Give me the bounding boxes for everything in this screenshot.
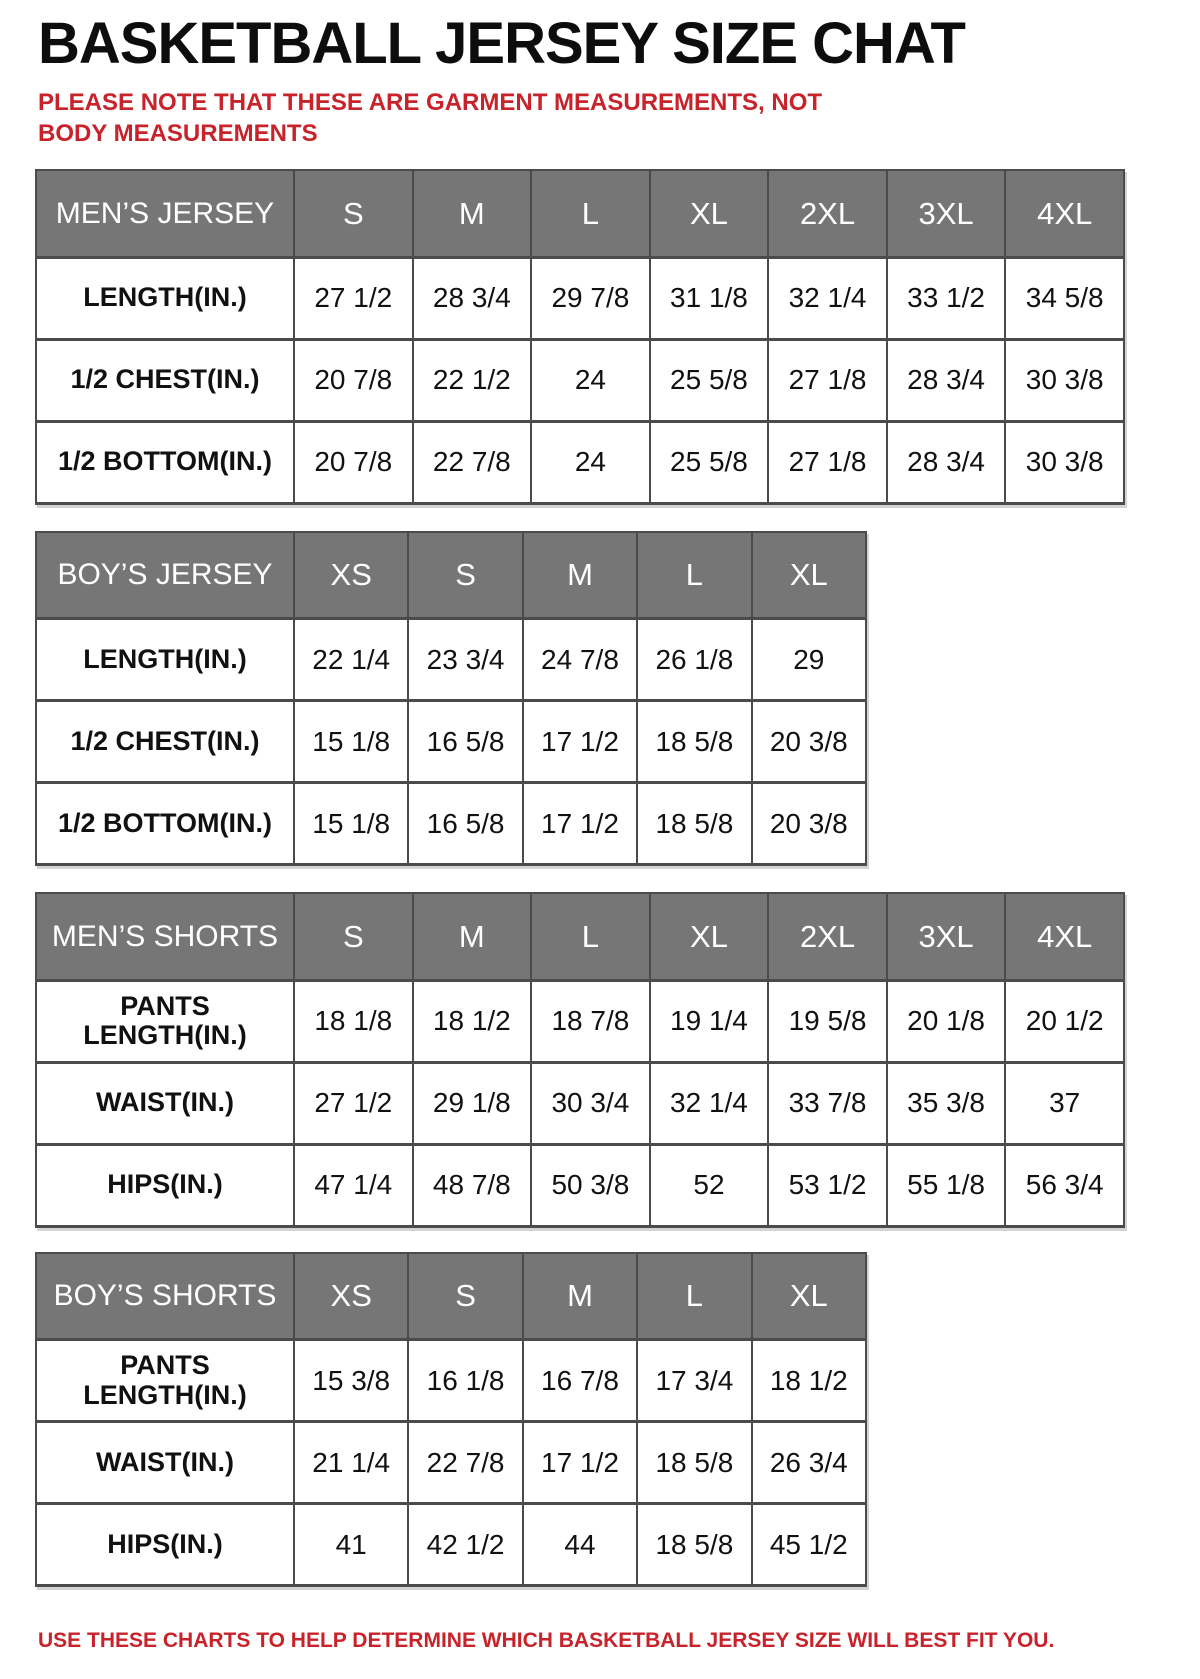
value-cell: 22 7/8 [413,421,532,503]
size-table-boys-jersey [35,531,867,867]
value-cell: 29 [752,619,866,701]
value-cell: 25 5/8 [650,339,769,421]
row-label-cell: PANTS LENGTH(IN.) [36,1340,294,1422]
value-cell: 18 5/8 [637,783,751,865]
row-label-cell: WAIST(IN.) [36,1422,294,1504]
value-cell: 28 3/4 [887,339,1006,421]
value-cell: 33 7/8 [768,1062,887,1144]
size-column-header: S [408,532,522,619]
value-cell: 17 1/2 [523,701,637,783]
value-cell: 19 5/8 [768,980,887,1062]
row-label-cell: HIPS(IN.) [36,1144,294,1226]
value-cell: 18 5/8 [637,1422,751,1504]
value-cell: 44 [523,1504,637,1586]
table-row [36,1062,1124,1144]
value-cell: 55 1/8 [887,1144,1006,1226]
size-column-header: 3XL [887,893,1006,980]
value-cell: 20 3/8 [752,701,866,783]
value-cell: 30 3/8 [1005,339,1124,421]
value-cell: 16 7/8 [523,1340,637,1422]
value-cell: 33 1/2 [887,257,1006,339]
value-cell: 18 1/8 [294,980,413,1062]
value-cell: 34 5/8 [1005,257,1124,339]
value-cell: 21 1/4 [294,1422,408,1504]
size-column-header: 2XL [768,170,887,257]
table-row [36,1340,866,1422]
table-title-cell: BOY’S SHORTS [36,1253,294,1340]
table-row [36,1144,1124,1226]
value-cell: 15 1/8 [294,701,408,783]
value-cell: 18 7/8 [531,980,650,1062]
value-cell: 27 1/8 [768,339,887,421]
value-cell: 45 1/2 [752,1504,866,1586]
value-cell: 20 3/8 [752,783,866,865]
value-cell: 19 1/4 [650,980,769,1062]
row-label-cell: WAIST(IN.) [36,1062,294,1144]
value-cell: 24 [531,421,650,503]
value-cell: 31 1/8 [650,257,769,339]
table-row [36,1422,866,1504]
value-cell: 56 3/4 [1005,1144,1124,1226]
table-row [36,1504,866,1586]
value-cell: 18 5/8 [637,1504,751,1586]
value-cell: 24 [531,339,650,421]
size-column-header: M [413,170,532,257]
value-cell: 27 1/2 [294,1062,413,1144]
value-cell: 22 7/8 [408,1422,522,1504]
value-cell: 35 3/8 [887,1062,1006,1144]
size-column-header: 3XL [887,170,1006,257]
row-label-cell: LENGTH(IN.) [36,257,294,339]
size-column-header: XL [650,893,769,980]
value-cell: 17 3/4 [637,1340,751,1422]
value-cell: 17 1/2 [523,1422,637,1504]
value-cell: 30 3/8 [1005,421,1124,503]
value-cell: 27 1/8 [768,421,887,503]
row-label-cell: 1/2 CHEST(IN.) [36,339,294,421]
size-column-header: XS [294,1253,408,1340]
size-column-header: 4XL [1005,170,1124,257]
value-cell: 24 7/8 [523,619,637,701]
size-column-header: M [523,1253,637,1340]
value-cell: 37 [1005,1062,1124,1144]
table-row [36,421,1124,503]
row-label-cell: LENGTH(IN.) [36,619,294,701]
value-cell: 16 1/8 [408,1340,522,1422]
value-cell: 50 3/8 [531,1144,650,1226]
value-cell: 18 5/8 [637,701,751,783]
table-row [36,619,866,701]
table-header-row [36,1253,866,1340]
value-cell: 15 1/8 [294,783,408,865]
table-title-cell: MEN’S JERSEY [36,170,294,257]
size-column-header: 4XL [1005,893,1124,980]
table-header-row [36,170,1124,257]
footer-text: USE THESE CHARTS TO HELP DETERMINE WHICH BASKETBALL JERSEY SIZE WILL BEST FIT YOU. [38,1629,1055,1653]
size-table-mens-jersey [35,169,1125,505]
value-cell: 32 1/4 [650,1062,769,1144]
value-cell: 42 1/2 [408,1504,522,1586]
size-column-header: S [294,170,413,257]
value-cell: 20 1/8 [887,980,1006,1062]
page-title: BASKETBALL JERSEY SIZE CHAT [38,11,965,76]
value-cell: 22 1/2 [413,339,532,421]
size-column-header: XS [294,532,408,619]
table-header-row [36,532,866,619]
value-cell: 26 3/4 [752,1422,866,1504]
value-cell: 28 3/4 [887,421,1006,503]
value-cell: 29 7/8 [531,257,650,339]
value-cell: 28 3/4 [413,257,532,339]
size-table-mens-shorts [35,892,1125,1228]
row-label-cell: 1/2 CHEST(IN.) [36,701,294,783]
value-cell: 22 1/4 [294,619,408,701]
value-cell: 20 7/8 [294,421,413,503]
value-cell: 26 1/8 [637,619,751,701]
row-label-cell: 1/2 BOTTOM(IN.) [36,421,294,503]
size-column-header: L [531,893,650,980]
row-label-cell: PANTS LENGTH(IN.) [36,980,294,1062]
size-column-header: L [637,1253,751,1340]
value-cell: 47 1/4 [294,1144,413,1226]
table-row [36,257,1124,339]
value-cell: 41 [294,1504,408,1586]
size-column-header: S [408,1253,522,1340]
value-cell: 17 1/2 [523,783,637,865]
table-title-cell: MEN’S SHORTS [36,893,294,980]
size-column-header: XL [752,532,866,619]
size-column-header: XL [650,170,769,257]
value-cell: 18 1/2 [413,980,532,1062]
value-cell: 53 1/2 [768,1144,887,1226]
value-cell: 30 3/4 [531,1062,650,1144]
value-cell: 29 1/8 [413,1062,532,1144]
value-cell: 25 5/8 [650,421,769,503]
value-cell: 18 1/2 [752,1340,866,1422]
table-row [36,339,1124,421]
value-cell: 16 5/8 [408,783,522,865]
size-table-boys-shorts [35,1252,867,1588]
size-column-header: M [523,532,637,619]
table-row [36,701,866,783]
size-column-header: 2XL [768,893,887,980]
value-cell: 48 7/8 [413,1144,532,1226]
size-column-header: L [637,532,751,619]
size-column-header: S [294,893,413,980]
table-row [36,783,866,865]
value-cell: 27 1/2 [294,257,413,339]
size-column-header: XL [752,1253,866,1340]
value-cell: 20 1/2 [1005,980,1124,1062]
value-cell: 32 1/4 [768,257,887,339]
table-title-cell: BOY’S JERSEY [36,532,294,619]
row-label-cell: 1/2 BOTTOM(IN.) [36,783,294,865]
size-column-header: L [531,170,650,257]
value-cell: 16 5/8 [408,701,522,783]
value-cell: 23 3/4 [408,619,522,701]
size-column-header: M [413,893,532,980]
tables-container [35,169,1200,1587]
table-row [36,980,1124,1062]
value-cell: 20 7/8 [294,339,413,421]
row-label-cell: HIPS(IN.) [36,1504,294,1586]
garment-measurement-note: PLEASE NOTE THAT THESE ARE GARMENT MEASUREMENTS, NOT BODY MEASUREMENTS [38,88,823,147]
table-header-row [36,893,1124,980]
value-cell: 52 [650,1144,769,1226]
value-cell: 15 3/8 [294,1340,408,1422]
